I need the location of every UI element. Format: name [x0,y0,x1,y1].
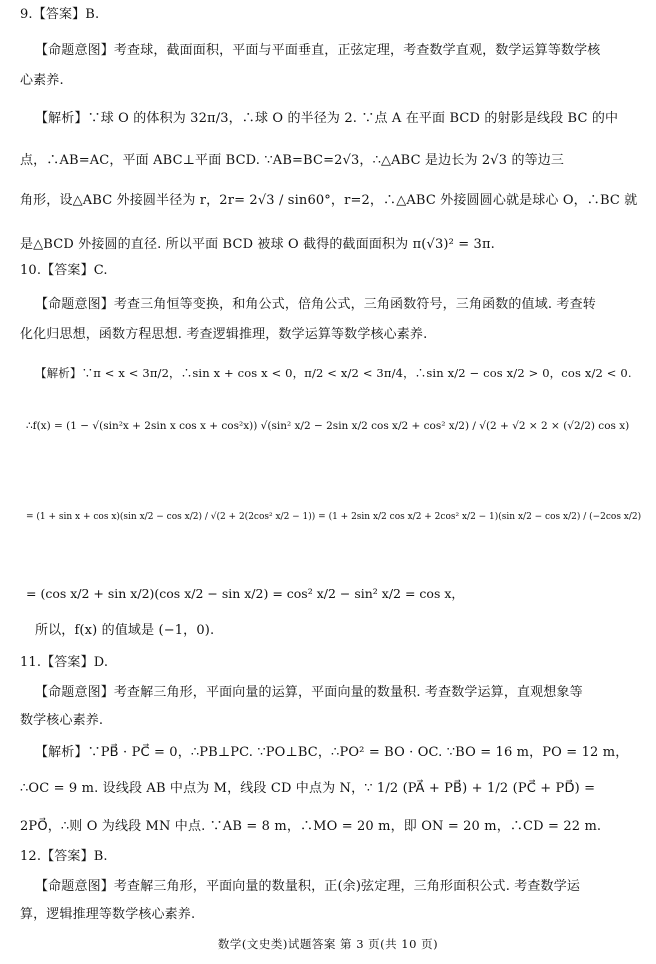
q12-intent-line-1: 【命题意图】考查解三角形，平面向量的数量积，正(余)弦定理，三角形面积公式. 考查数学运 [35,879,581,894]
q12-intent-line-2: 算，逻辑推理等数学核心素养. [20,907,196,922]
q10-intent-line-2: 化化归思想，函数方程思想. 考查逻辑推理，数学运算等数学核心素养. [20,327,428,342]
q9-analysis-line-4: 是△BCD 外接圆的直径. 所以平面 BCD 被球 O 截得的截面面积为 π(√3)² = 3π. [20,237,495,252]
page-footer: 数学(文史类)试题答案 第 3 页(共 10 页) [217,937,439,951]
q9-intent-line-1: 【命题意图】考查球，截面面积，平面与平面垂直，正弦定理，考查数学直观，数学运算等数学核 [35,43,601,58]
q11-analysis-line-1: 【解析】∵PB⃗ · PC⃗ = 0，∴PB⊥PC. ∵PO⊥BC，∴PO² = BO · OC. ∵BO = 16 m，PO = 12 m， [35,745,629,760]
q9-analysis-line-2: 点，∴AB=AC，平面 ABC⊥平面 BCD. ∵AB=BC=2√3，∴△ABC 是边长为 2√3 的等边三 [20,153,565,168]
q11-answer: 11.【答案】D. [20,655,109,670]
q10-answer: 10.【答案】C. [20,263,108,278]
q10-equation-2: = (1 + sin x + cos x)(sin x/2 − cos x/2) / √(2 + 2(2cos² x/2 − 1)) = (1 + 2sin x/2 cos x/2 + 2cos² x/2 − 1)(sin x/2 − cos x/2) / (−2cos x/2) [26,512,642,522]
q9-intent-line-2: 心素养. [20,73,64,88]
q9-analysis-line-1: 【解析】∵球 O 的体积为 32π/3，∴球 O 的半径为 2. ∵点 A 在平面 BCD 的射影是线段 BC 的中 [35,111,619,126]
q10-intent-line-1: 【命题意图】考查三角恒等变换，和角公式，倍角公式，三角函数符号，三角函数的值域. 考查转 [35,297,596,312]
q10-conclusion: 所以，f(x) 的值域是 (−1，0). [35,623,215,638]
q9-answer: 9.【答案】B. [20,7,100,22]
q11-intent-line-2: 数学核心素养. [20,713,104,728]
q11-analysis-line-3: 2PO⃗，∴则 O 为线段 MN 中点. ∵AB = 8 m，∴MO = 20 m，即 ON = 20 m，∴CD = 22 m. [20,819,602,834]
q10-analysis: 【解析】∵π < x < 3π/2，∴sin x + cos x < 0，π/2 < x/2 < 3π/4，∴sin x/2 − cos x/2 > 0，cos x/2 < 0. [35,366,632,380]
q11-intent-line-1: 【命题意图】考查解三角形，平面向量的运算，平面向量的数量积. 考查数学运算，直观想象等 [35,685,583,700]
q11-analysis-line-2: ∴OC = 9 m. 设线段 AB 中点为 M，线段 CD 中点为 N，∵ 1/2 (PA⃗ + PB⃗) + 1/2 (PC⃗ + PD⃗) = [20,781,596,796]
q12-answer: 12.【答案】B. [20,849,108,864]
q10-equation-3: = (cos x/2 + sin x/2)(cos x/2 − sin x/2) = cos² x/2 − sin² x/2 = cos x， [26,586,464,601]
q10-equation-1: ∴f(x) = (1 − √(sin²x + 2sin x cos x + cos²x)) √(sin² x/2 − 2sin x/2 cos x/2 + cos² x/2) / √(2 + √2 × 2 × (√2/2) cos x) [26,420,630,432]
q9-analysis-line-3: 角形，设△ABC 外接圆半径为 r，2r= 2√3 / sin60°，r=2，∴△ABC 外接圆圆心就是球心 O，∴BC 就 [20,193,638,208]
